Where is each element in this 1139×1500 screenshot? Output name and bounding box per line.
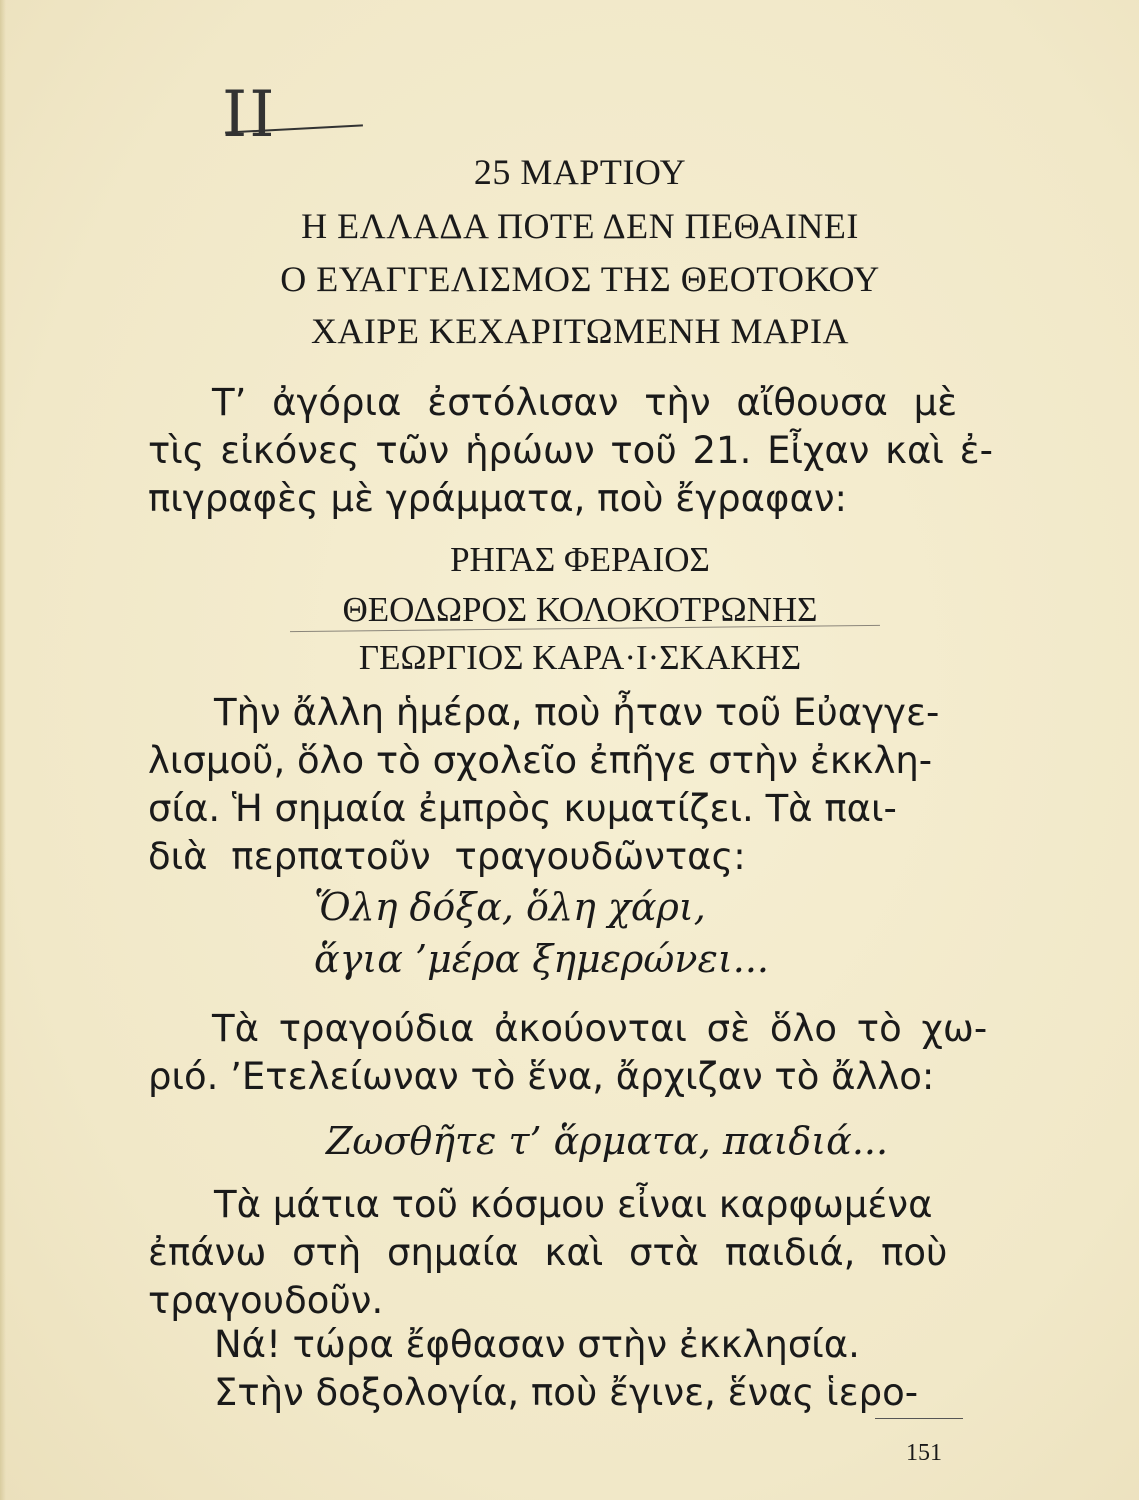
hero-name-3: ΓΕΩΡΓΙΟΣ ΚΑΡΑ·Ι·ΣΚΑΚΗΣ <box>358 638 802 677</box>
paragraph-2-line-4: διὰ περπατοῦν τραγουδῶντας: <box>148 835 746 878</box>
paragraph-4-line-2: ἐπάνω στὴ σημαία καὶ στὰ παιδιά, ποὺ <box>148 1231 948 1274</box>
paragraph-4-line-1: Τὰ μάτια τοῦ κόσμου εἶναι καρφωμένα <box>214 1183 933 1226</box>
page-edge-shadow <box>0 0 6 1500</box>
paragraph-3-line-1: Τὰ τραγούδια ἀκούονται σὲ ὅλο τὸ χω- <box>212 1007 988 1050</box>
paragraph-1-line-3: πιγραφὲς μὲ γράμματα, ποὺ ἔγραφαν: <box>148 477 847 520</box>
verse-1-line-1: Ὅλη δόξα, ὅλη χάρι, <box>314 885 706 929</box>
hero-name-1: ΡΗΓΑΣ ΦΕΡΑΙΟΣ <box>450 540 710 579</box>
paragraph-6: Στὴν δοξολογία, ποὺ ἔγινε, ἕνας ἱερο- <box>214 1371 919 1414</box>
page-number: 151 <box>906 1440 942 1466</box>
verse-2: Ζωσθῆτε τ’ ἅρματα, παιδιά... <box>326 1119 889 1163</box>
paragraph-5: Νά! τώρα ἔφθασαν στὴν ἐκκλησία. <box>214 1323 860 1366</box>
heading-line-2: Η ΕΛΛΑΔΑ ΠΟΤΕ ΔΕΝ ΠΕΘΑΙΝΕΙ <box>301 206 859 246</box>
paragraph-1-line-2: τὶς εἰκόνες τῶν ἡρώων τοῦ 21. Εἶχαν καὶ ἐ- <box>148 429 994 472</box>
pencil-underline <box>875 1418 963 1419</box>
paragraph-2-line-3: σία. Ἡ σημαία ἐμπρὸς κυματίζει. Τὰ παι- <box>148 787 897 830</box>
heading-line-4: ΧΑΙΡΕ ΚΕΧΑΡΙΤΩΜΕΝΗ ΜΑΡΙΑ <box>310 311 850 351</box>
paragraph-3-line-2: ριό. ’Ετελείωναν τὸ ἕνα, ἄρχιζαν τὸ ἄλλο: <box>148 1055 935 1098</box>
handwritten-roman-numeral: II <box>222 78 277 152</box>
paragraph-1-line-1: Τ’ ἀγόρια ἐστόλισαν τὴν αἴθουσα μὲ <box>212 381 958 424</box>
heading-date: 25 ΜΑΡΤΙΟΥ <box>473 152 687 192</box>
paragraph-4-line-3: τραγουδοῦν. <box>148 1279 384 1322</box>
paragraph-2-line-2: λισμοῦ, ὅλο τὸ σχολεῖο ἐπῆγε στὴν ἐκκλη- <box>148 739 933 782</box>
paragraph-2-line-1: Τὴν ἄλλη ἡμέρα, ποὺ ἦταν τοῦ Εὐαγγε- <box>214 691 940 734</box>
hero-name-2: ΘΕΟΔΩΡΟΣ ΚΟΛΟΚΟΤΡΩΝΗΣ <box>342 590 818 629</box>
heading-line-3: Ο ΕΥΑΓΓΕΛΙΣΜΟΣ ΤΗΣ ΘΕΟΤΟΚΟΥ <box>280 259 880 299</box>
verse-1-line-2: ἅγια ’μέρα ξημερώνει... <box>314 937 769 981</box>
